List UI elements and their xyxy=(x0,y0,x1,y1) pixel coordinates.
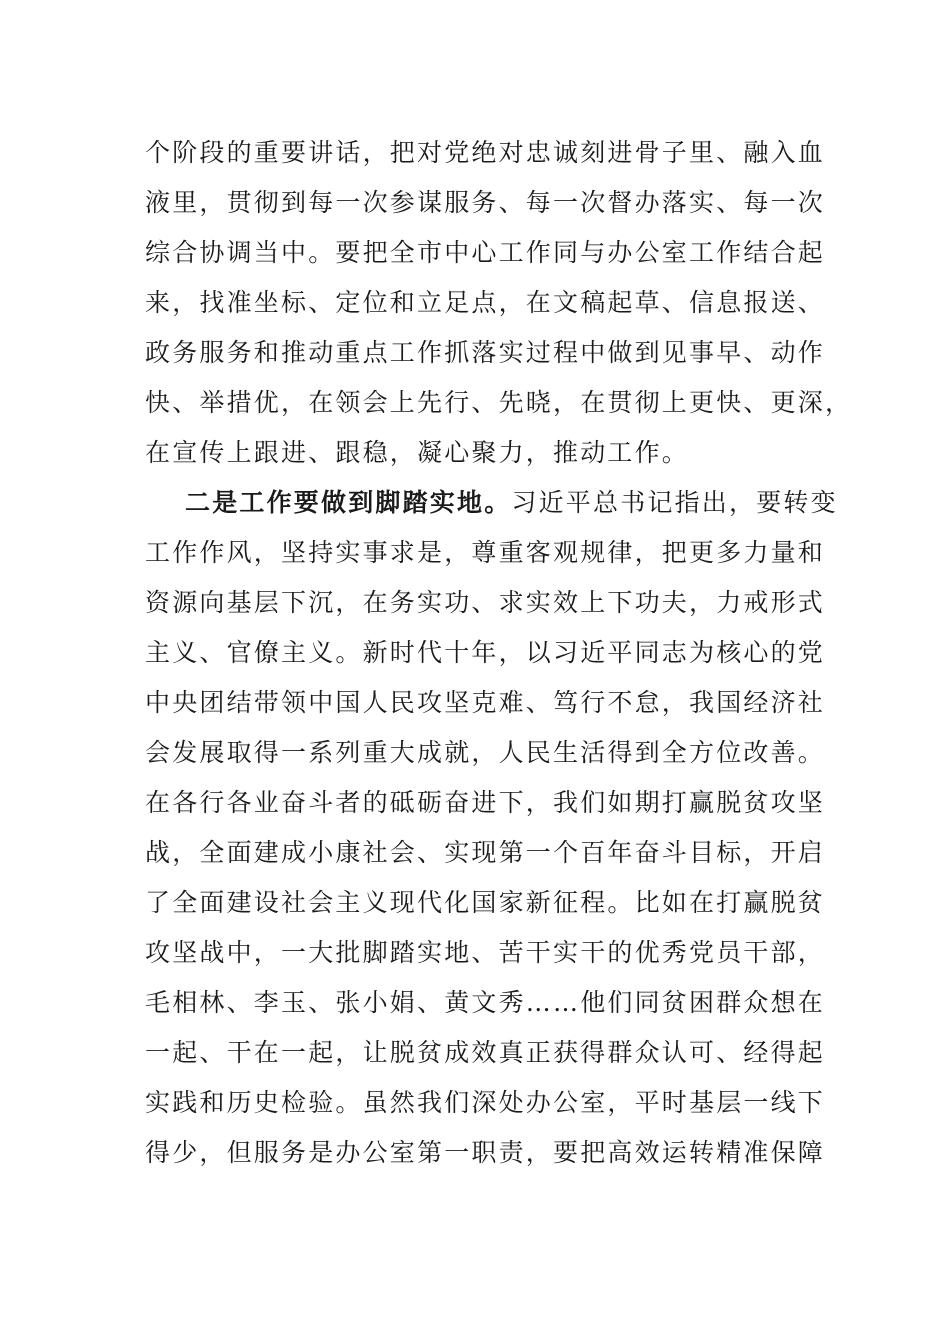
paragraph-2 xyxy=(145,478,838,1178)
paragraph-2-first-line xyxy=(145,478,838,528)
text-line: 政务服务和推动重点工作抓落实过程中做到见事早、动作 xyxy=(145,338,826,367)
text-line: 快、举措优，在领会上先行、先晓，在贯彻上更快、更深， xyxy=(145,388,853,417)
paragraph-1 xyxy=(145,128,853,478)
text-line: 实践和历史检验。虽然我们深处办公室，平时基层一线下 xyxy=(145,1088,826,1117)
text-line: 液里，贯彻到每一次参谋服务、每一次督办落实、每一次 xyxy=(145,188,826,217)
text-line: 在宣传上跟进、跟稳，凝心聚力，推动工作。 xyxy=(145,438,690,467)
text-line: 了全面建设社会主义现代化国家新征程。比如在打赢脱贫 xyxy=(145,888,826,917)
text-line: 个阶段的重要讲话，把对党绝对忠诚刻进骨子里、融入血 xyxy=(145,138,826,167)
text-line: 毛相林、李玉、张小娟、黄文秀……他们同贫困群众想在 xyxy=(145,988,826,1017)
text-line: 中央团结带领中国人民攻坚克难、笃行不怠，我国经济社 xyxy=(145,688,826,717)
text-line: 一起、干在一起，让脱贫成效真正获得群众认可、经得起 xyxy=(145,1038,826,1067)
text-line: 资源向基层下沉，在务实功、求实效上下功夫，力戒形式 xyxy=(145,588,826,617)
text-line: 在各行各业奋斗者的砥砺奋进下，我们如期打赢脱贫攻坚 xyxy=(145,788,826,817)
text-line: 综合协调当中。要把全市中心工作同与办公室工作结合起 xyxy=(145,238,826,267)
body-text xyxy=(145,128,853,1178)
text-line: 得少，但服务是办公室第一职责，要把高效运转精准保障 xyxy=(145,1138,826,1167)
paragraph-heading: 二是工作要做到脚踏实地。 xyxy=(185,488,512,517)
text-segment: 习近平总书记指出，要转变 xyxy=(511,488,838,517)
text-line: 会发展取得一系列重大成就，人民生活得到全方位改善。 xyxy=(145,738,826,767)
text-line: 攻坚战中，一大批脚踏实地、苦干实干的优秀党员干部， xyxy=(145,938,826,967)
text-line: 工作作风，坚持实事求是，尊重客观规律，把更多力量和 xyxy=(145,538,826,567)
text-line: 主义、官僚主义。新时代十年，以习近平同志为核心的党 xyxy=(145,638,826,667)
text-line: 来，找准坐标、定位和立足点，在文稿起草、信息报送、 xyxy=(145,288,826,317)
text-line: 战，全面建成小康社会、实现第一个百年奋斗目标，开启 xyxy=(145,838,826,867)
